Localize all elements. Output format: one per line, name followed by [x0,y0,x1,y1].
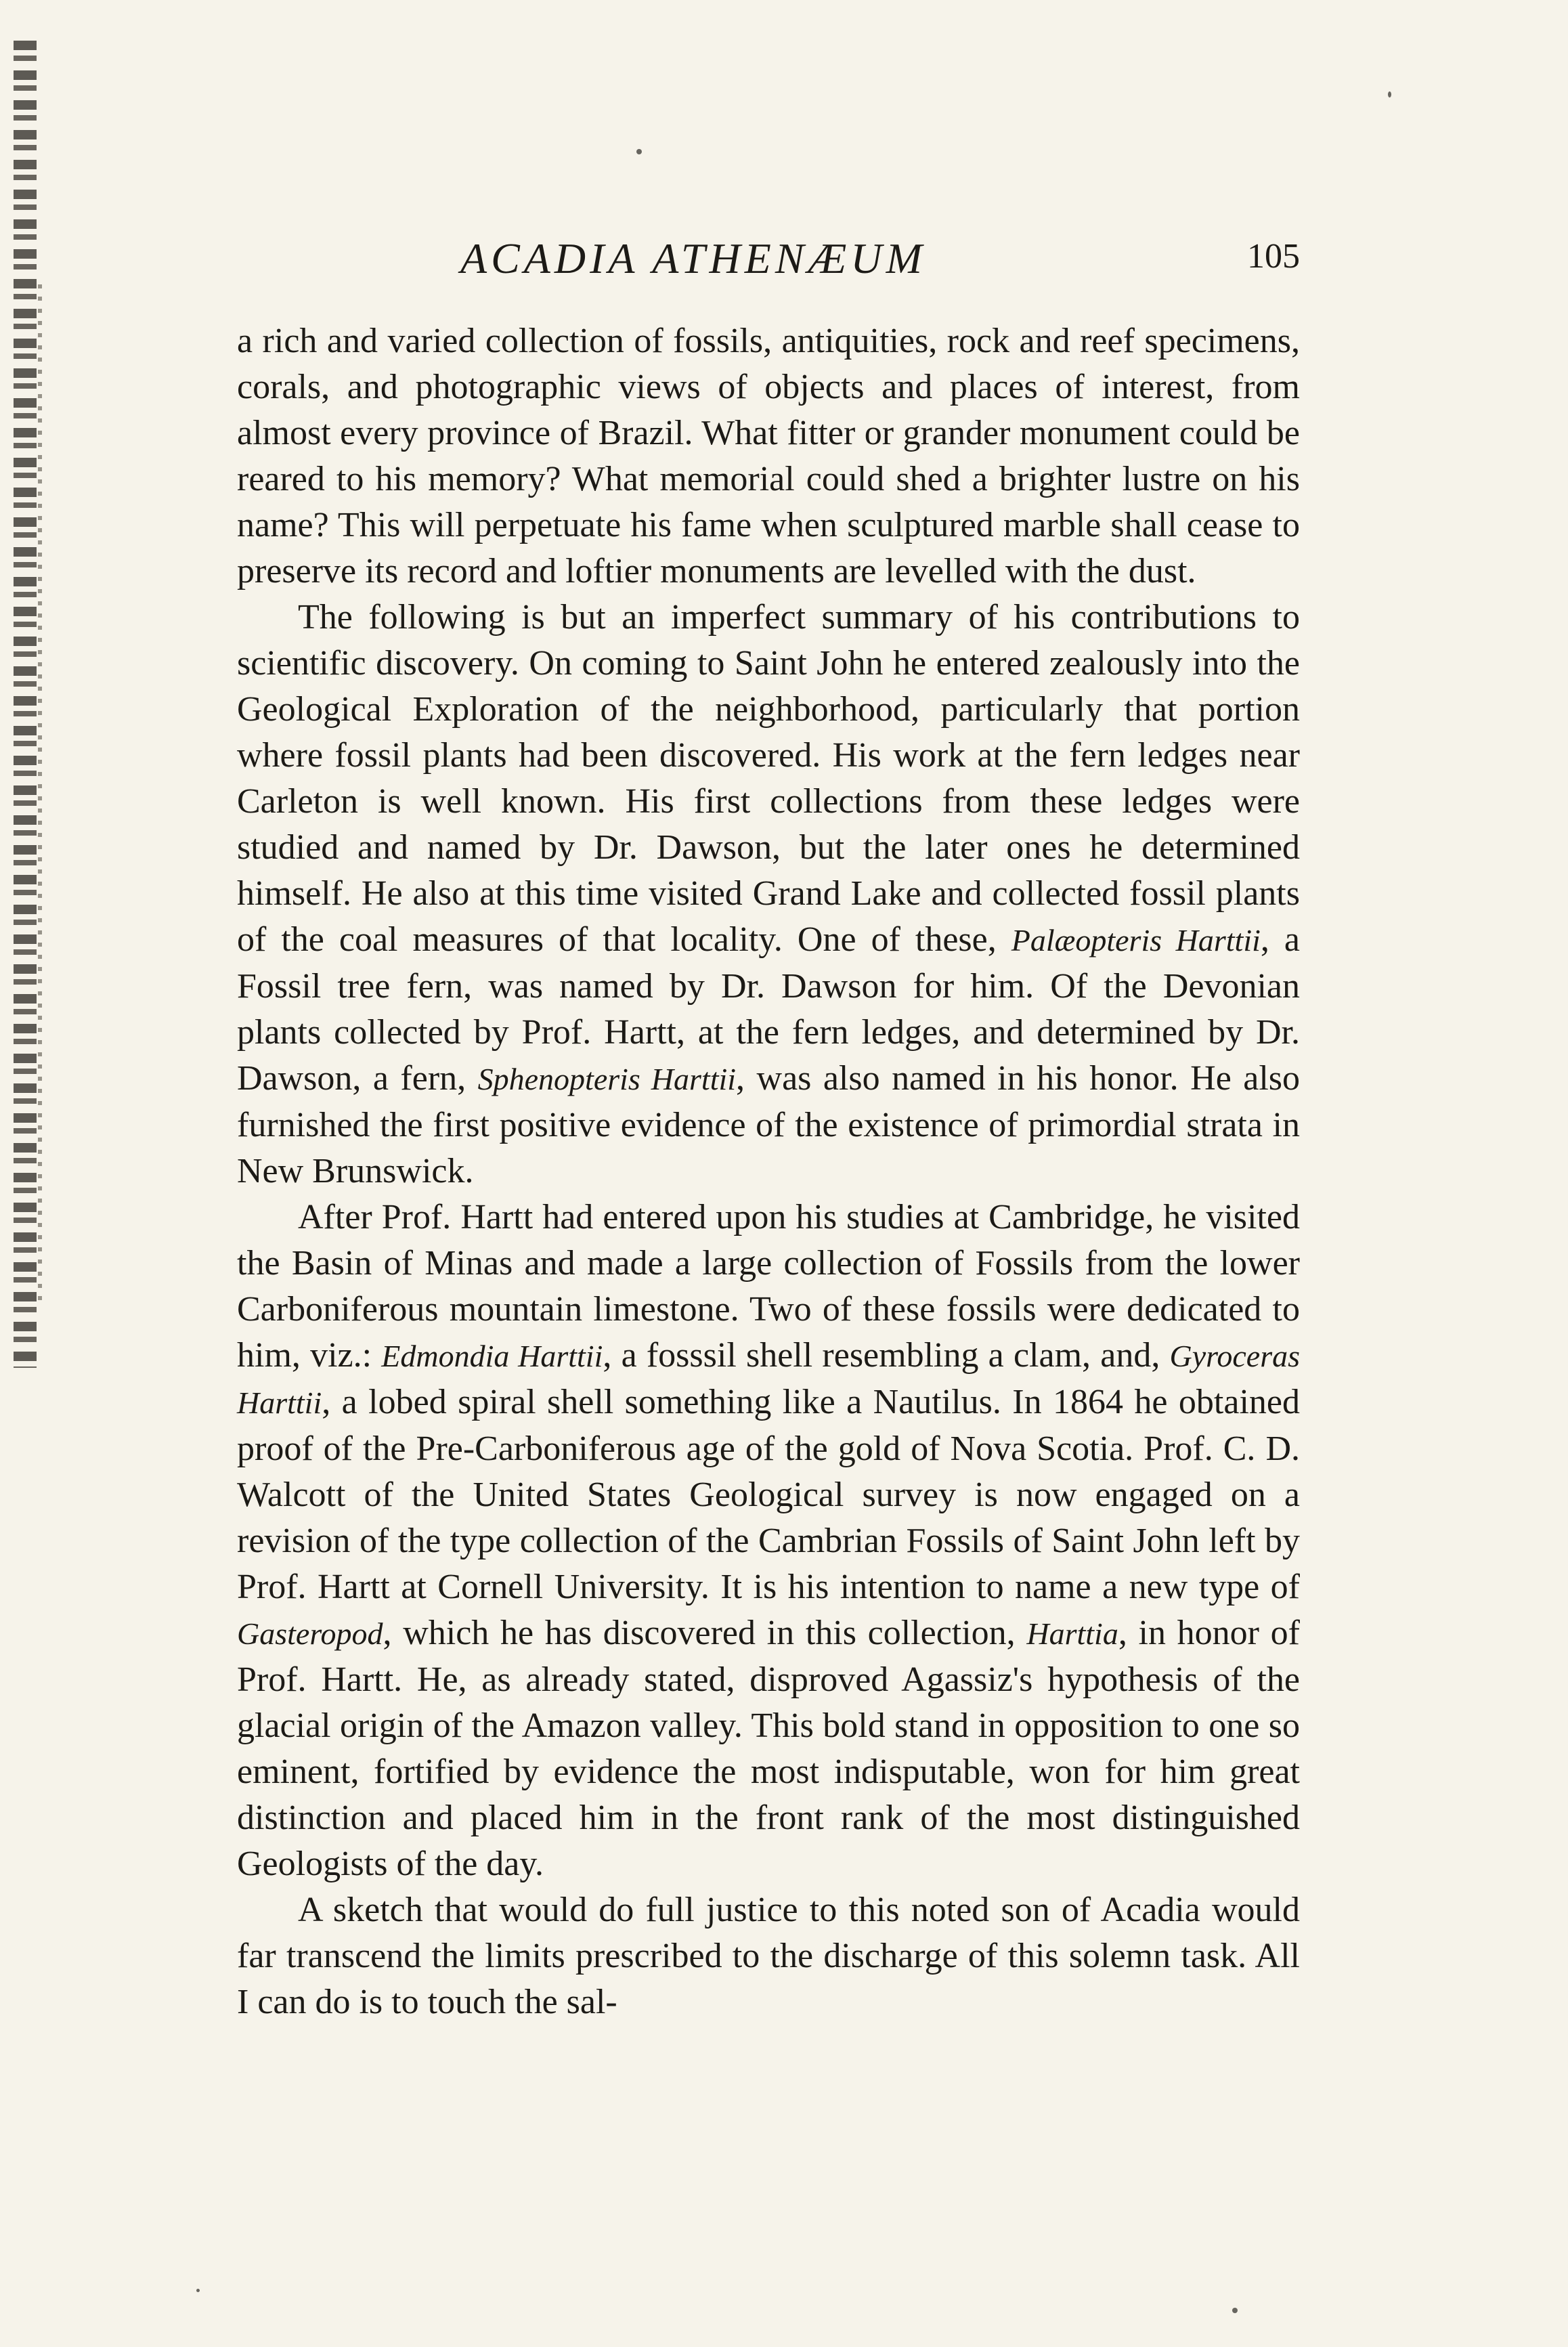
text-run: , a fosssil shell resembling a clam, and, [603,1336,1170,1375]
taxon-name: Palæopteris Harttii [1011,923,1261,957]
text-run: , in honor of Prof. Hartt. He, as already stated, disproved Agassiz's hypothesis of the glacial origin of the Amazon valley. This bold stand in opposition to one so eminent, fortified by evidence the most indisputable, won for him great distinction and placed him in the front rank of the most distinguished Geologists of the day. [237,1614,1300,1883]
taxon-name: Sphenopteris Harttii [477,1062,737,1096]
paragraph [237,1194,1300,1887]
text-run: a rich and varied collection of fossils, antiquities, rock and reef specimens, corals, and photographic views of objects and places of interest, from almost every province of Brazil. What fitter or grander monument could be reared to his memory? What memorial could shed a brighter lustre on his name? This will perpetuate his fame when sculptured marble shall cease to preserve its record and loftier monuments are levelled with the dust. [237,322,1300,590]
page-header [237,234,1300,295]
ink-speck [196,2289,200,2292]
taxon-name: Gyroceras Harttii [237,1339,1301,1420]
paragraph [237,1887,1300,2025]
ink-speck [1232,2308,1238,2313]
text-run: , a lobed spiral shell something like a Nautilus. In 1864 he obtained proof of the Pre-Carboniferous age of the gold of Nova Scotia. Prof. C. D. Walcott of the United States Geological survey is now engaged on a revision of the type collection of the Cambrian Fossils of Saint John left by Prof. Hartt at Cornell University. It is his intention to name a new type of [237,1383,1300,1606]
taxon-name: Gasteropod [237,1616,383,1651]
text-run: A sketch that would do full justice to this noted son of Acadia would far transcend the limits prescribed to the discharge of this solemn task. All I can do is to touch the sal- [237,1891,1300,2021]
ink-speck [1388,91,1391,98]
paragraph [237,318,1300,595]
paragraph [237,595,1300,1194]
article-body [237,318,1300,2268]
text-run: The following is but an imperfect summary of his contributions to scientific discovery. On coming to Saint John he entered zealously into the Geological Exploration of the neighborhood, particularly that portion where fossil plants had been discovered. His work at the fern ledges near Carleton is well known. His first collections from these ledges were studied and named by Dr. Dawson, but the later ones he determined himself. He also at this time visited Grand Lake and collected fossil plants of the coal measures of that locality. One of these, [237,598,1300,959]
text-run: , which he has discovered in this collection, [383,1614,1027,1652]
taxon-name: Edmondia Harttii [381,1339,603,1373]
text-run: After Prof. Hartt had entered upon his studies at Cambridge, he visited the Basin of Minas and made a large collection of Fossils from the lower Carboniferous mountain limestone. Two of these fossils were dedicated to him, viz.: [237,1198,1300,1375]
page-number: 105 [1247,237,1300,276]
running-title: ACADIA ATHENÆUM [460,234,926,282]
text-run: , was also named in his honor. He also furnished the first positive evidence of the existence of primordial strata in New Brunswick. [237,1059,1301,1190]
binding-edge [14,41,37,1368]
text-run: , a Fossil tree fern, was named by Dr. Dawson for him. Of the Devonian plants collected by Prof. Hartt, at the fern ledges, and determined by Dr. Dawson, a fern, [237,920,1300,1098]
taxon-name: Harttia [1026,1616,1118,1651]
binding-edge-shadow [38,284,42,1300]
ink-speck [636,149,642,154]
